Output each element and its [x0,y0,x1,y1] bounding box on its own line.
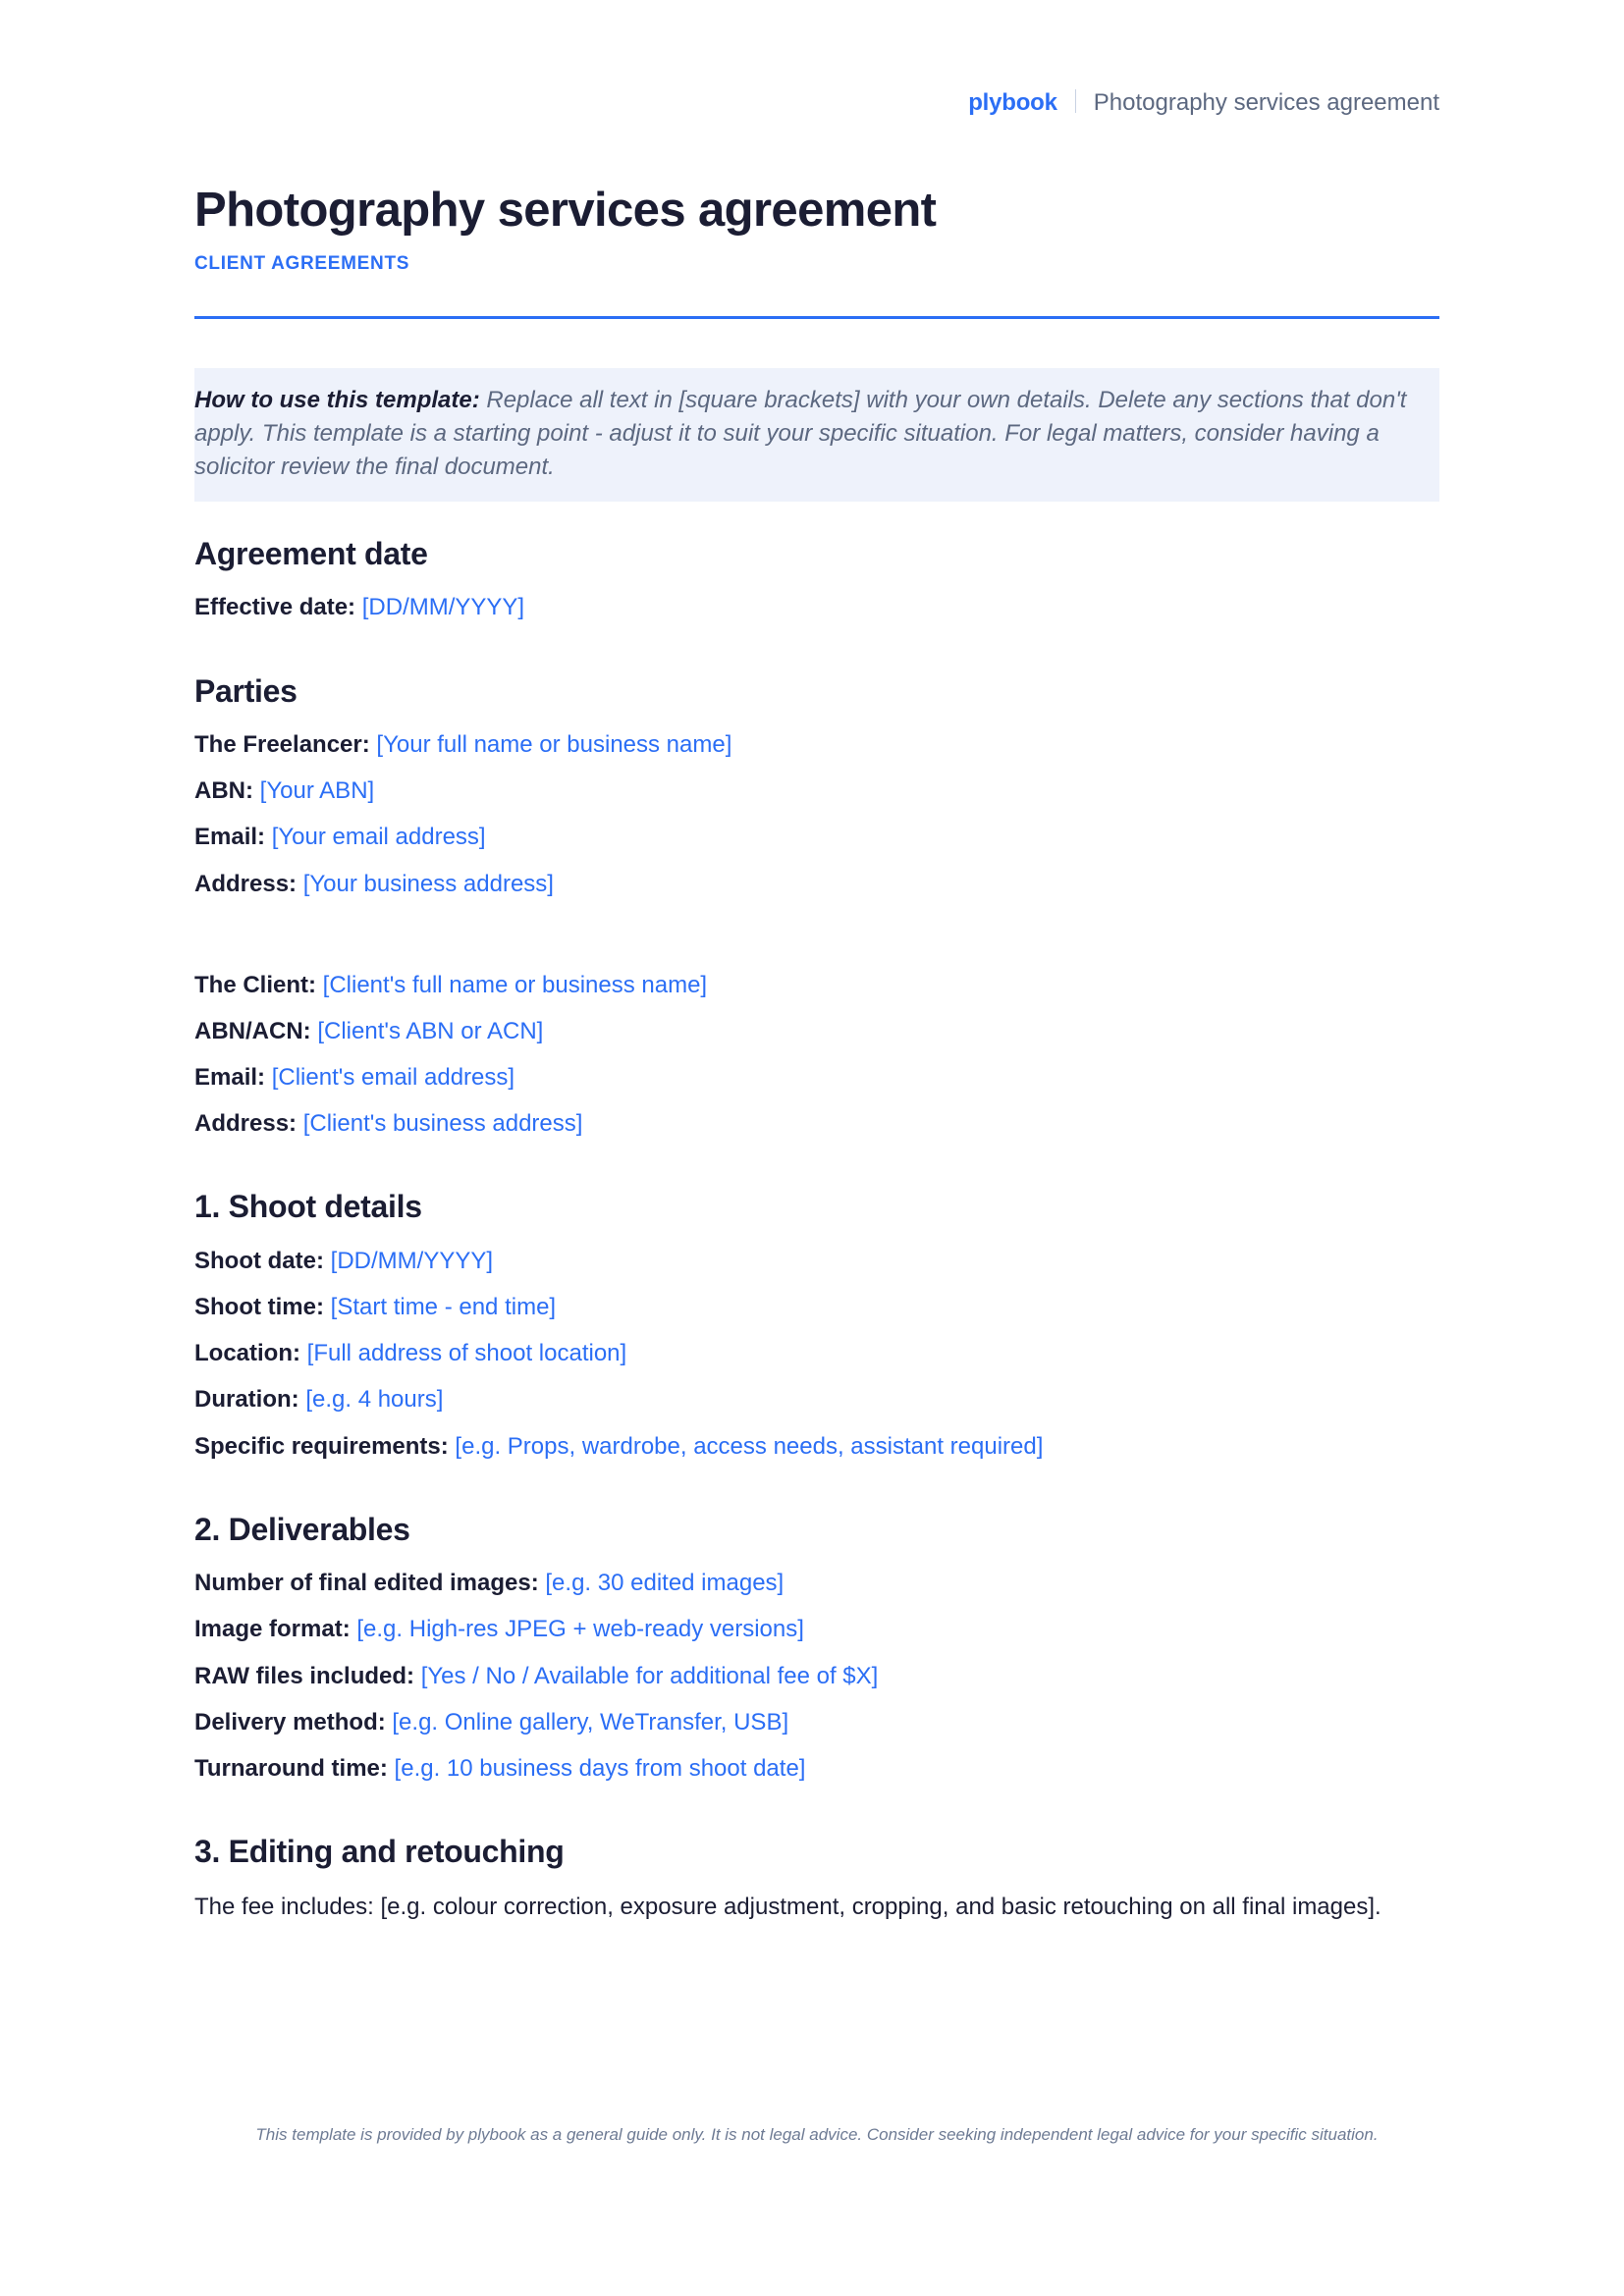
field-value[interactable]: [Your ABN] [259,777,375,805]
field-value[interactable]: [Client's email address] [271,1064,515,1092]
brand-logo: plybook [968,89,1057,116]
page-title: Photography services agreement [194,184,937,237]
section-parties [194,672,1439,1140]
field-value[interactable]: [Your business address] [302,870,554,897]
field-shoot-location [194,1338,1439,1368]
category-kicker: CLIENT AGREEMENTS [194,252,410,274]
field-label: ABN/ACN: [194,1017,311,1044]
field-label: Turnaround time: [194,1754,388,1782]
field-effective-date [194,592,1439,622]
field-image-format [194,1614,1439,1644]
field-freelancer-address [194,869,1439,899]
field-label: Email: [194,824,266,851]
field-client-abn-acn [194,1016,1439,1046]
field-client-name [194,970,1439,1000]
field-client-email [194,1062,1439,1093]
field-freelancer-name [194,729,1439,760]
field-label: Shoot time: [194,1294,324,1321]
field-shoot-duration [194,1384,1439,1415]
document-footer [194,2123,1439,2147]
field-value[interactable]: [DD/MM/YYYY] [330,1247,494,1274]
field-value[interactable]: [Your email address] [271,824,486,851]
field-label: Address: [194,870,298,897]
header-divider [1075,89,1076,113]
field-label: Email: [194,1064,266,1092]
field-value[interactable]: [e.g. 10 business days from shoot date] [394,1754,806,1782]
title-divider [194,316,1439,319]
field-label: Shoot date: [194,1247,324,1274]
field-value[interactable]: [e.g. Online gallery, WeTransfer, USB] [392,1708,789,1735]
field-shoot-date [194,1246,1439,1276]
field-label: Specific requirements: [194,1432,449,1460]
field-raw-files-included [194,1661,1439,1691]
field-value[interactable]: [e.g. Props, wardrobe, access needs, assistant required] [455,1432,1044,1460]
field-value[interactable]: [e.g. 30 edited images] [545,1570,785,1597]
section-heading-agreement-date: Agreement date [194,536,428,571]
field-freelancer-abn [194,775,1439,806]
field-shoot-specific-requirements [194,1431,1439,1462]
party-client [194,970,1439,1140]
field-value[interactable]: [Client's full name or business name] [322,971,708,998]
title-block [194,184,1439,327]
header-document-name: Photography services agreement [1093,89,1439,116]
field-value[interactable]: [Start time - end time] [330,1294,557,1321]
field-label: Location: [194,1340,300,1367]
section-editing-and-retouching [194,1833,1439,1923]
field-label: Delivery method: [194,1708,386,1735]
running-header [194,86,1439,118]
field-label: Effective date: [194,594,356,621]
field-delivery-method [194,1707,1439,1737]
section-shoot-details [194,1188,1439,1461]
field-value[interactable]: [Full address of shoot location] [306,1340,627,1367]
section-heading-parties: Parties [194,672,298,709]
callout-body: Replace all text in [square brackets] with your own details. Delete any sections that don't apply. This template is a starting point - adjust it to suit your specific situation. For legal matters, consider having a solicitor review the final document. [194,387,1407,481]
party-freelancer [194,729,1439,899]
section-heading-editing: 3. Editing and retouching [194,1834,565,1870]
field-label: Duration: [194,1386,299,1414]
how-to-use-callout [194,368,1439,502]
field-value[interactable]: [DD/MM/YYYY] [361,594,525,621]
field-label: Image format: [194,1616,351,1643]
field-label: The Freelancer: [194,730,370,758]
field-label: RAW files included: [194,1662,415,1689]
document-body [194,535,1439,1924]
section-agreement-date [194,535,1439,623]
party-spacer [194,915,1439,970]
field-value[interactable]: [e.g. 4 hours] [305,1386,444,1414]
field-label: ABN: [194,777,253,805]
field-label: The Client: [194,971,316,998]
callout-text [194,384,1428,484]
field-value[interactable]: [Client's business address] [302,1110,583,1138]
field-value[interactable]: [Client's ABN or ACN] [317,1017,544,1044]
section-heading-shoot-details: 1. Shoot details [194,1189,422,1225]
callout-lead: How to use this template: [194,387,480,413]
field-client-address [194,1108,1439,1139]
field-freelancer-email [194,822,1439,852]
field-number-of-images [194,1568,1439,1598]
field-value[interactable]: [Yes / No / Available for additional fee of $X] [420,1662,879,1689]
field-value[interactable]: [Your full name or business name] [376,730,732,758]
editing-paragraph: The fee includes: [e.g. colour correction, exposure adjustment, cropping, and basic retouching on all final images]. [194,1893,1381,1920]
field-value[interactable]: [e.g. High-res JPEG + web-ready versions] [356,1616,804,1643]
field-label: Number of final edited images: [194,1570,539,1597]
section-deliverables [194,1511,1439,1784]
field-label: Address: [194,1110,298,1138]
field-turnaround-time [194,1753,1439,1784]
section-heading-deliverables: 2. Deliverables [194,1511,410,1547]
field-shoot-time [194,1292,1439,1322]
footer-disclaimer: This template is provided by plybook as a general guide only. It is not legal advice. Consider seeking independent legal advice for your specific situation. [255,2124,1379,2144]
